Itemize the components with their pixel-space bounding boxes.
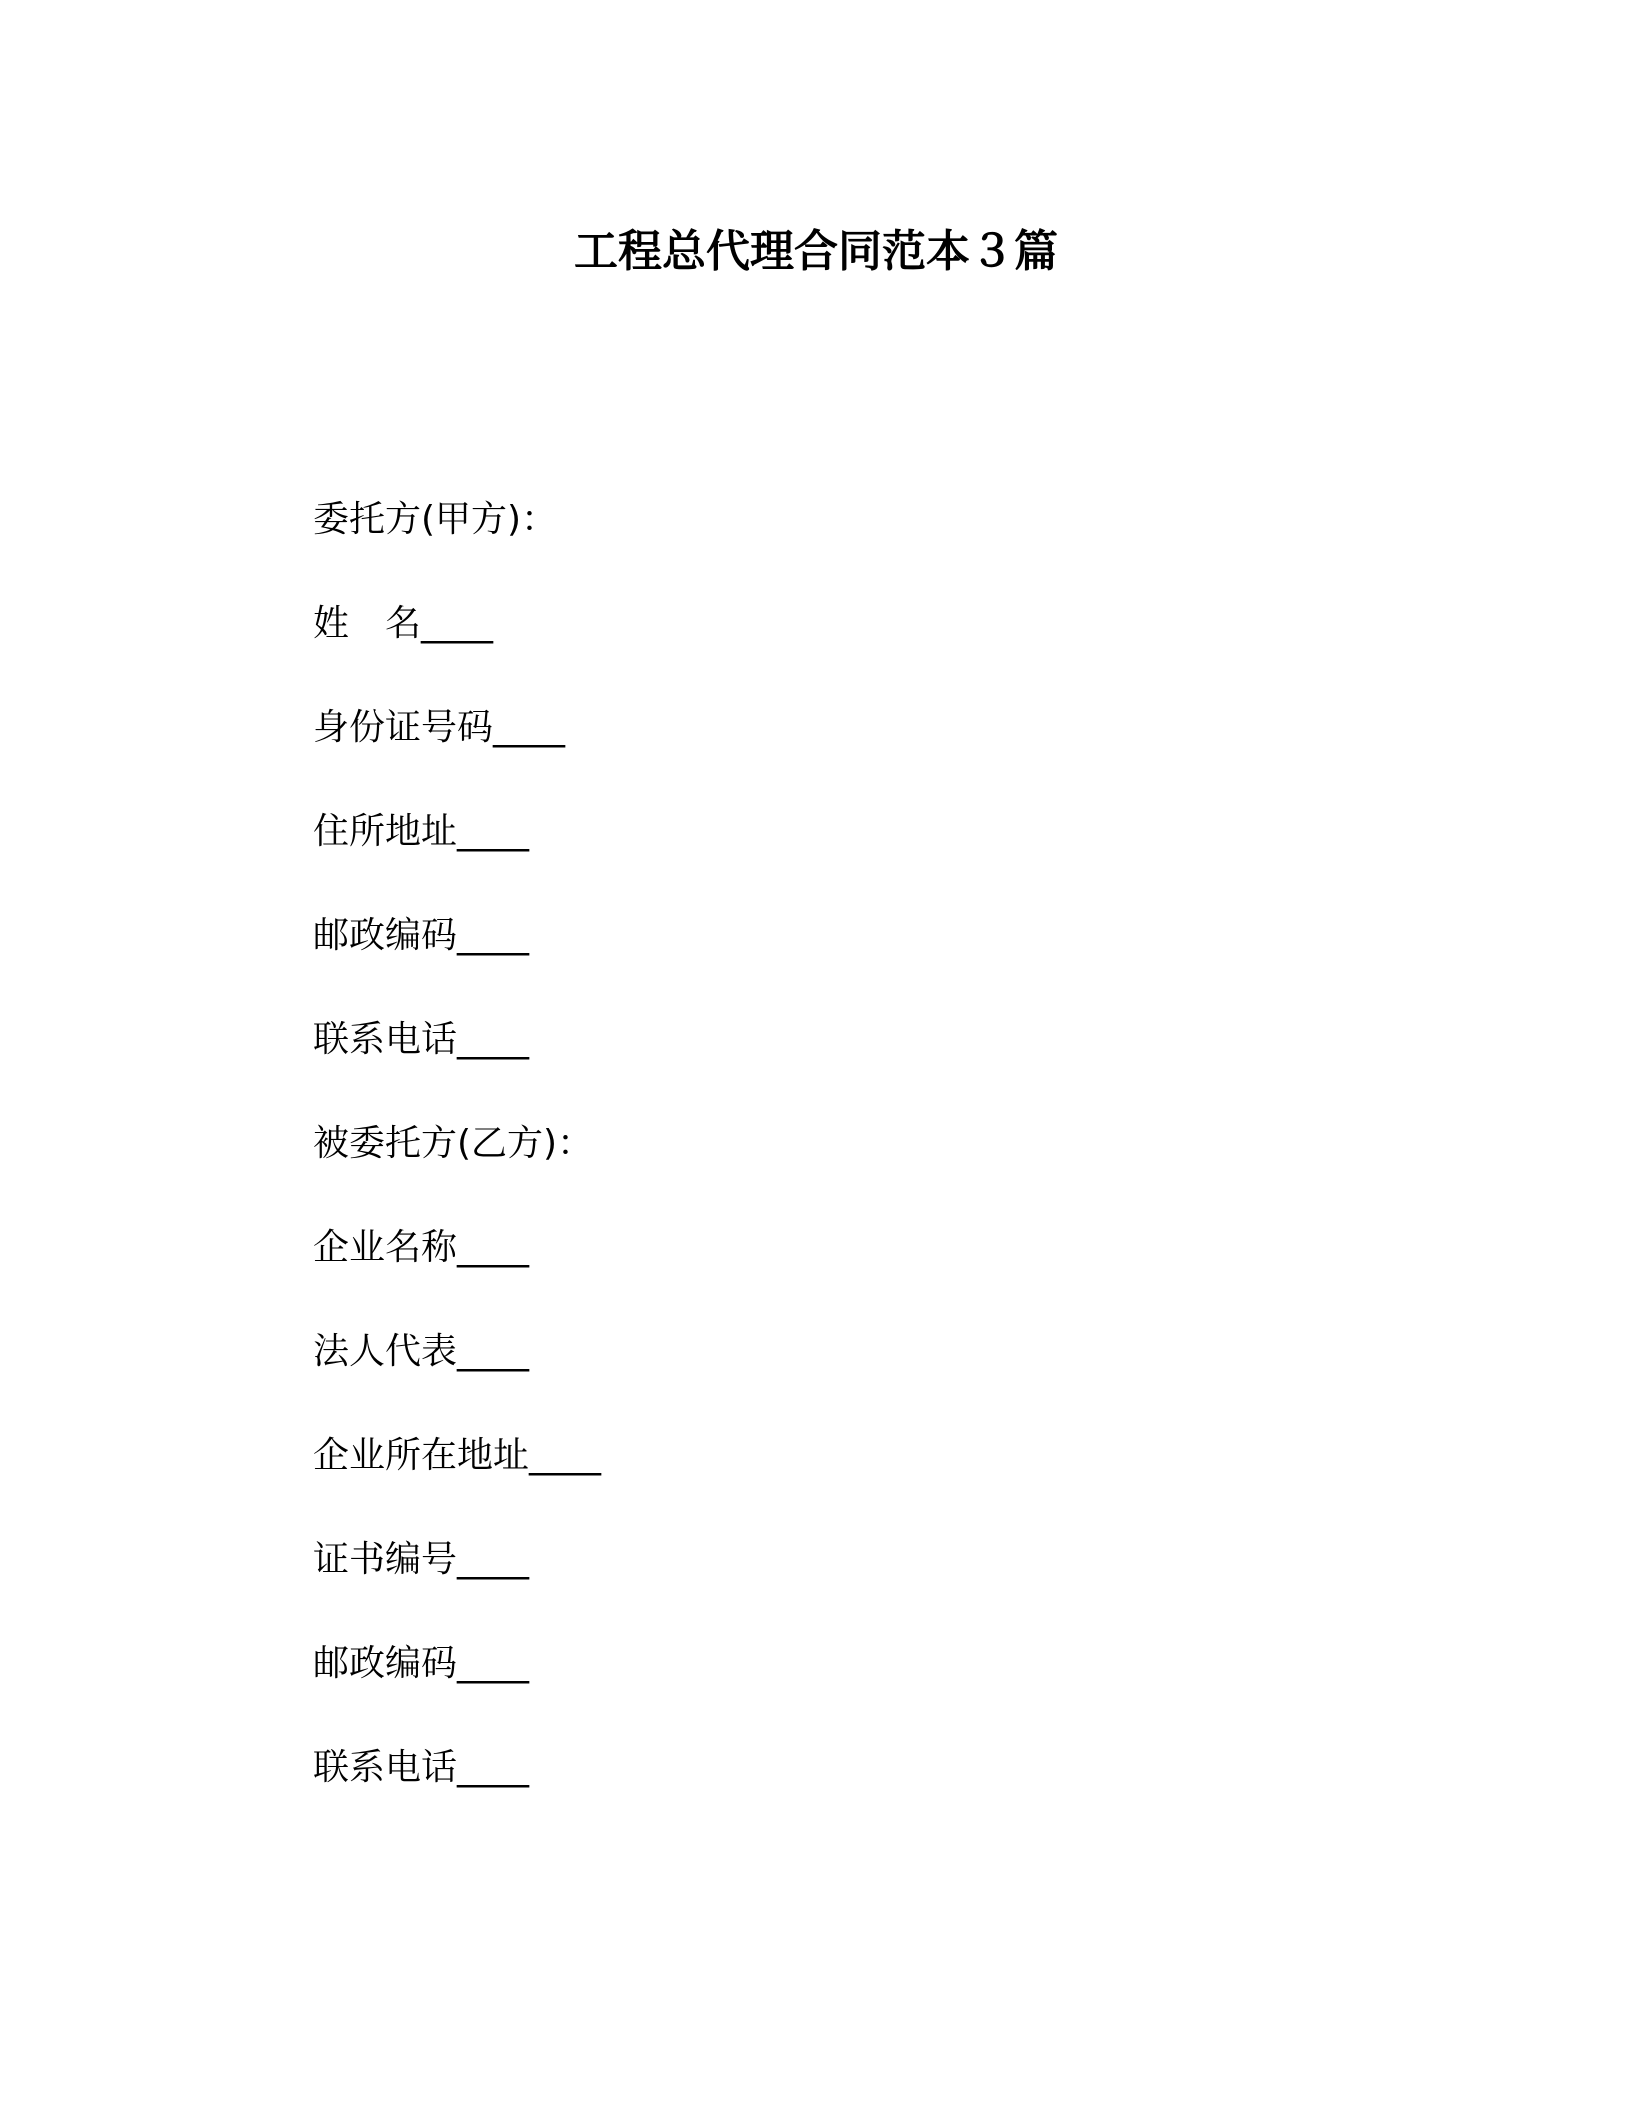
party-b-heading: 被委托方(乙方)： — [313, 1123, 594, 1164]
party-b-legal-rep-field: 法人代表____ — [313, 1331, 530, 1372]
party-a-phone-field: 联系电话____ — [313, 1019, 530, 1060]
party-a-postcode-field: 邮政编码____ — [313, 915, 530, 956]
party-b-phone-field: 联系电话____ — [313, 1747, 530, 1788]
document-title: 工程总代理合同范本３篇 — [574, 226, 1058, 277]
contract-fields — [313, 490, 601, 1842]
party-b-company-name-field: 企业名称____ — [313, 1227, 530, 1268]
party-b-certificate-number-field: 证书编号____ — [313, 1539, 530, 1580]
party-a-address-field: 住所地址____ — [313, 811, 530, 852]
party-b-company-address-field: 企业所在地址____ — [313, 1435, 602, 1476]
party-b-postcode-field: 邮政编码____ — [313, 1643, 530, 1684]
party-a-id-number-field: 身份证号码____ — [313, 707, 566, 748]
party-a-name-field: 姓 名____ — [313, 603, 494, 644]
party-a-heading: 委托方(甲方)： — [313, 499, 558, 540]
